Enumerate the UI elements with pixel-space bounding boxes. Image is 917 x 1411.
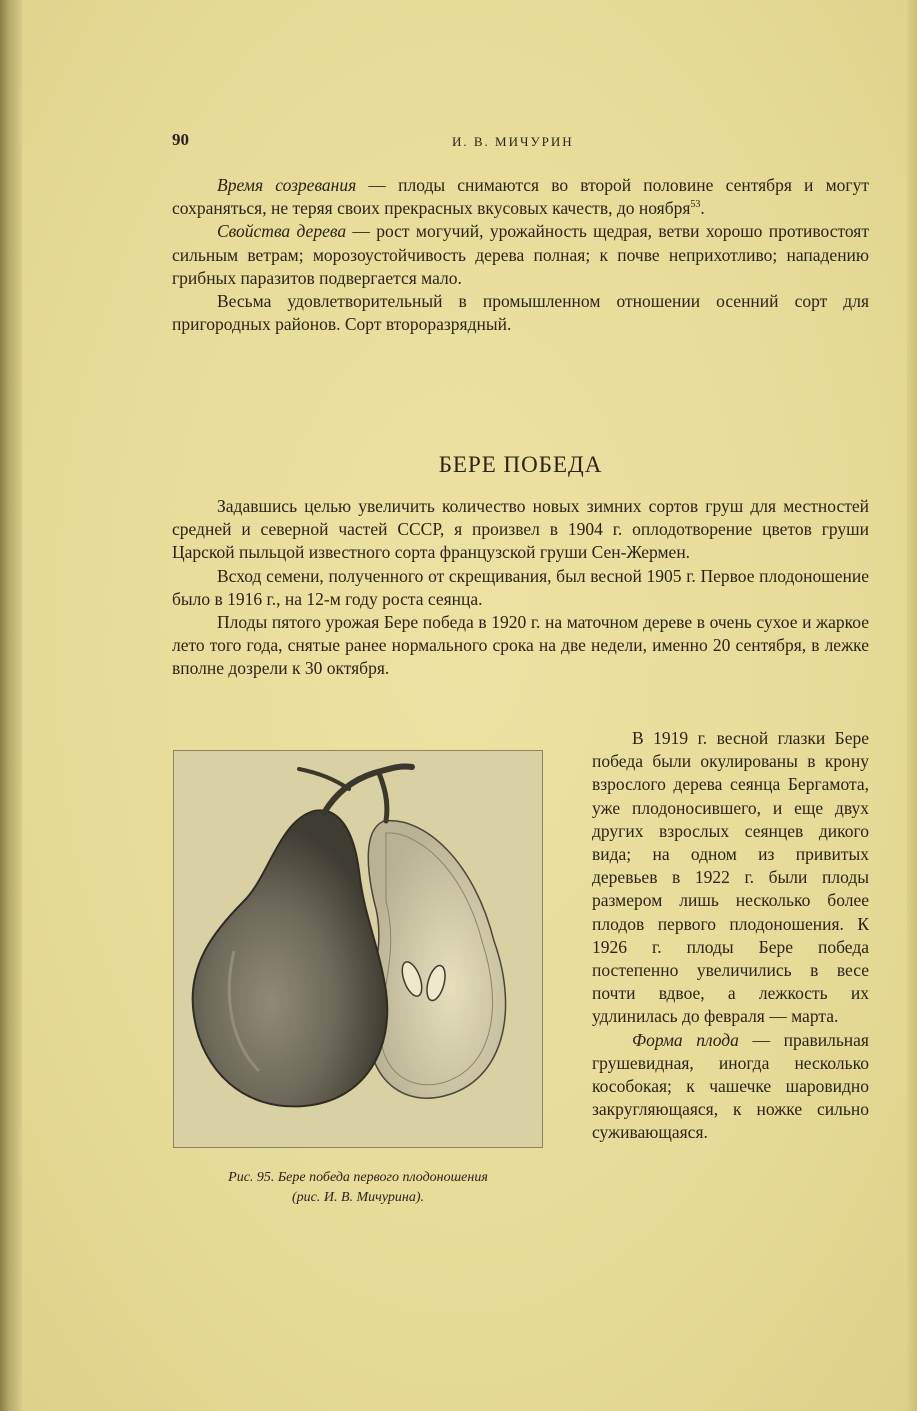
section-text [172,495,869,681]
pear-figure [173,750,543,1148]
paragraph-fifth-harvest: Плоды пятого урожая Бере победа в 1920 г. на маточном дереве в очень сухое и жаркое лето того года, снятые ранее нормального срока на две недели, именно 20 сентября, в лежке вполне дозрели к 30 октября. [172,612,869,679]
paragraph-ripening [172,174,869,220]
book-spine-shadow [0,0,22,1411]
page-number: 90 [172,130,189,149]
running-head-author: И. В. МИЧУРИН [452,134,574,149]
term-ripening: Время созревания [217,175,357,195]
paragraph-purpose: Задавшись целью увеличить количество новых зимних сортов груш для местностей средней и северной частей СССР, я произвел в 1904 г. оплодотворение цветов груши Царской пыльцой известного сорта французской груши Сен-Жермен. [172,496,869,563]
paragraph-seedling: Всход семени, полученного от скрещивания, был весной 1905 г. Первое плодоношение было в 1916 г., на 12-м году роста сеянца. [172,565,869,609]
paragraph-assessment: Весьма удовлетворительный в промышленном отношении осенний сорт для пригородных районов. Сорт второразрядный. [172,291,869,335]
footnote-ref: 53 [690,199,701,211]
term-fruit-shape: Форма плода [632,1029,739,1050]
section-title: БЕРЕ ПОБЕДА [438,452,603,477]
figure-caption [173,1168,543,1208]
intro-text [172,174,869,336]
paragraph-fruit-shape [592,1029,869,1145]
running-head [172,130,872,154]
ripening-end: . [700,198,705,219]
side-column-text [592,727,869,1145]
term-tree-properties: Свойства дерева [217,221,347,242]
paragraph-tree-properties [172,220,869,290]
page-edge [907,0,917,1411]
pear-illustration [174,751,542,1147]
paragraph-budding: В 1919 г. весной глазки Бере победа были окулированы в крону взрослого дерева сеянца Бергамота, уже плодоносившего, и еще двух других взрослых сеянцев дикого вида; на одном из привитых деревьев в 1922 г. были плоды размером лишь несколько более плодов первого плодоношения. К 1926 г. плоды Бере победа постепенно увеличились в весе почти вдвое, а лежкость их удлинилась до февраля — марта. [592,728,869,1027]
caption-line-2: (рис. И. В. Мичурина). [291,1190,424,1205]
fruit-shape-text: — правильная грушевидная, иногда несколько кособокая; к чашечке шаровидно закругляющаяся, к ножке сильно суживающаяся. [592,1029,869,1143]
ripening-text: — плоды снимаются во второй половине сентября и могут сохраняться, не теряя своих прекрасных вкусовых качеств, до ноября [172,175,869,219]
caption-line-1: Рис. 95. Бере победа первого плодоношения [228,1170,488,1185]
tree-properties-text: — рост могучий, урожайность щедрая, ветви хорошо противостоят сильным ветрам; морозоустойчивость дерева полная; к почве неприхотливо; нападению грибных паразитов подвергается мало. [172,221,870,288]
